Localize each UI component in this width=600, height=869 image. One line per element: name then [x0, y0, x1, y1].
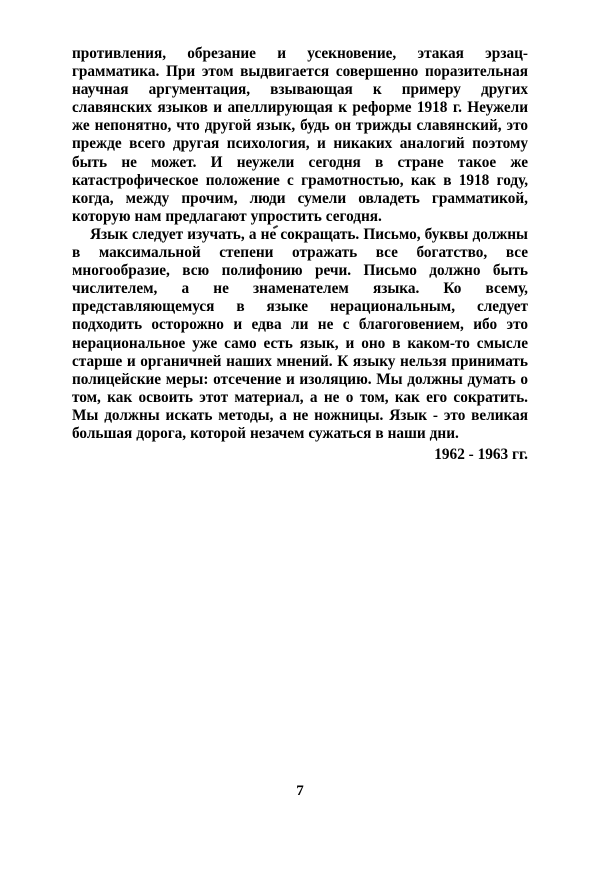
paragraph-2: [72, 226, 528, 443]
date-range-line: 1962 - 1963 гг.: [434, 446, 528, 463]
paragraph-2-text-before-artifact: Язык следует изучать, а не: [90, 225, 277, 243]
paragraph-2-text-after-artifact: сокращать. Письмо, буквы должны в максимальной степени отражать все богатство, все многообразие, всю полифонию речи. Письмо должно быть числителем, а не знаменателем языка. Ко всему, представляющемуся в языке нерациональным, следует подходить осторожно и едва ли не с благоговением, ибо это нерациональное уже само есть язык, и оно в каком-то смысле старше и органичней наших мнений. К языку нельзя принимать полицейские меры: отсечение и изоляцию. Мы должны думать о том, как освоить этот материал, а не о том, как его сократить. Мы должны искать методы, а не ножницы. Язык - это великая большая дорога, которой незачем сужаться в наши дни.: [72, 225, 528, 442]
paragraph-1: противления, обрезание и усекновение, этакая эрзац-грамматика. При этом выдвигается совершенно поразительная научная аргументация, взывающая к примеру других славянских языков и апеллирующая к реформе 1918 г. Неужели же непонятно, что другой язык, будь он трижды славянский, это прежде всего другая психология, и никаких аналогий поэтому быть не может. И неужели сегодня в стране такое же катастрофическое положение с грамотностью, как в 1918 году, когда, между прочим, люди сумели овладеть грамматикой, которую нам предлагают упростить сегодня.: [72, 45, 528, 225]
body-text-block: [72, 45, 528, 443]
page-number: 7: [296, 783, 304, 799]
